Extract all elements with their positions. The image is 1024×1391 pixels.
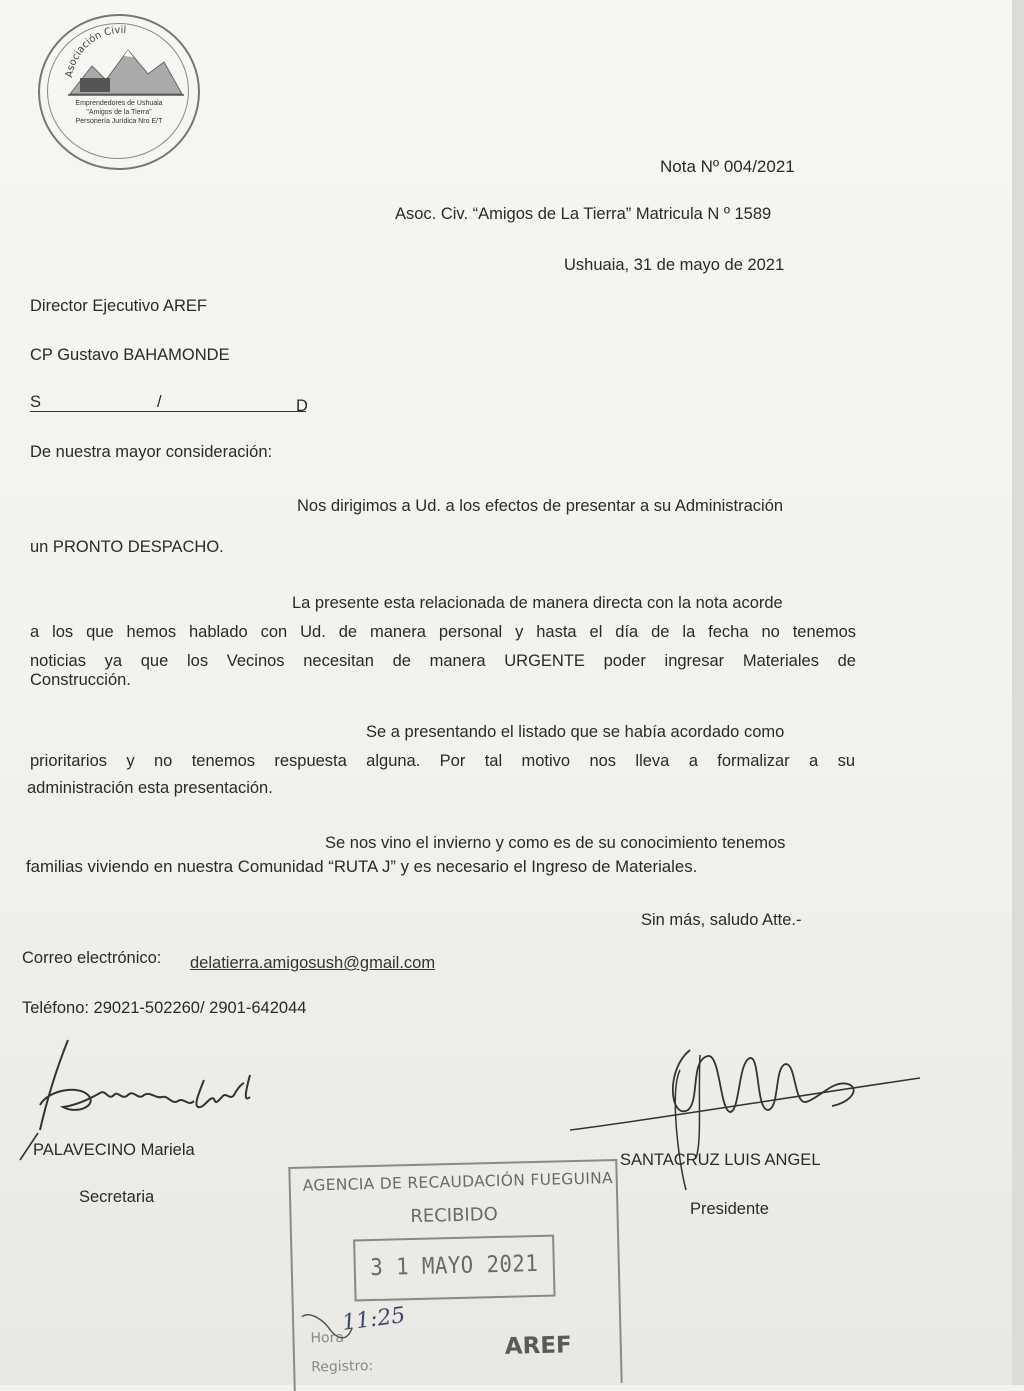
sd-d: D bbox=[296, 397, 308, 415]
page-edge bbox=[1012, 0, 1024, 1385]
phone: Teléfono: 29021-502260/ 2901-642044 bbox=[22, 999, 307, 1017]
association-seal bbox=[38, 14, 200, 170]
paragraph-2-line-3: noticias ya que los Vecinos necesitan de manera URGENTE poder ingresar Materiales de bbox=[30, 652, 856, 670]
house-icon bbox=[80, 78, 110, 92]
note-number: Nota Nº 004/2021 bbox=[660, 157, 795, 176]
stamp-handwritten-time: 11:25 bbox=[340, 1303, 407, 1336]
stamp-check-mark-icon bbox=[300, 1307, 361, 1348]
paragraph-2-line-2: a los que hemos hablado con Ud. de manera personal y hasta el día de la fecha no tenemos bbox=[30, 623, 856, 641]
paragraph-1-line-2: un PRONTO DESPACHO. bbox=[30, 538, 224, 556]
seal-line-3: Personería Jurídica Nro E/T bbox=[75, 118, 163, 125]
recipient-name: CP Gustavo BAHAMONDE bbox=[30, 346, 230, 364]
seal-line-1: Emprendedores de Ushuaia bbox=[75, 100, 163, 107]
stamp-date-box bbox=[353, 1235, 555, 1302]
paragraph-3-line-3: administración esta presentación. bbox=[27, 779, 273, 797]
right-signer-role: Presidente bbox=[690, 1200, 769, 1218]
seal-graphic bbox=[40, 16, 198, 168]
email-label: Correo electrónico: bbox=[22, 949, 162, 967]
closing: Sin más, saludo Atte.- bbox=[641, 911, 802, 929]
association-line: Asoc. Civ. “Amigos de La Tierra” Matricula N º 1589 bbox=[395, 205, 772, 223]
right-signer-name: SANTACRUZ LUIS ANGEL bbox=[620, 1151, 821, 1169]
sd-underline bbox=[30, 411, 306, 412]
recipient-title: Director Ejecutivo AREF bbox=[30, 297, 207, 315]
stamp-date: 3 1 MAYO 2021 bbox=[370, 1250, 539, 1282]
seal-arc-text: Asociación Civil bbox=[63, 24, 127, 79]
right-signature bbox=[570, 1040, 930, 1200]
received-stamp bbox=[288, 1159, 622, 1391]
stamp-agency: AGENCIA DE RECAUDACIÓN FUEGUINA bbox=[302, 1169, 614, 1195]
paragraph-2-line-1: La presente esta relacionada de manera directa con la nota acorde bbox=[292, 594, 783, 612]
paragraph-4-line-2: familias viviendo en nuestra Comunidad “RUTA J” y es necesario el Ingreso de Materiales. bbox=[26, 857, 698, 876]
left-signer-role: Secretaria bbox=[79, 1188, 155, 1206]
seal-line-2: "Amigos de la Tierra" bbox=[86, 109, 152, 116]
sd-slash: / bbox=[157, 393, 162, 411]
aref-logo: AREF bbox=[504, 1332, 573, 1360]
paragraph-2-line-4: Construcción. bbox=[30, 671, 131, 689]
paragraph-4-line-1: Se nos vino el invierno y como es de su conocimiento tenemos bbox=[325, 834, 786, 852]
paragraph-3-line-2: prioritarios y no tenemos respuesta alguna. Por tal motivo nos lleva a formalizar a su bbox=[30, 752, 855, 770]
paragraph-1-line-1: Nos dirigimos a Ud. a los efectos de presentar a su Administración bbox=[297, 497, 784, 515]
paragraph-3-line-1: Se a presentando el listado que se había acordado como bbox=[366, 723, 785, 741]
stamp-received: RECIBIDO bbox=[410, 1203, 499, 1228]
email-link[interactable]: delatierra.amigosush@gmail.com bbox=[190, 954, 436, 972]
stamp-hora-label: Hora bbox=[310, 1329, 345, 1347]
place-date: Ushuaia, 31 de mayo de 2021 bbox=[564, 256, 785, 274]
left-signer-name: PALAVECINO Mariela bbox=[33, 1141, 195, 1159]
sd-s: S bbox=[30, 393, 42, 411]
stamp-registro-label: Registro: bbox=[311, 1358, 374, 1376]
greeting: De nuestra mayor consideración: bbox=[30, 443, 273, 461]
